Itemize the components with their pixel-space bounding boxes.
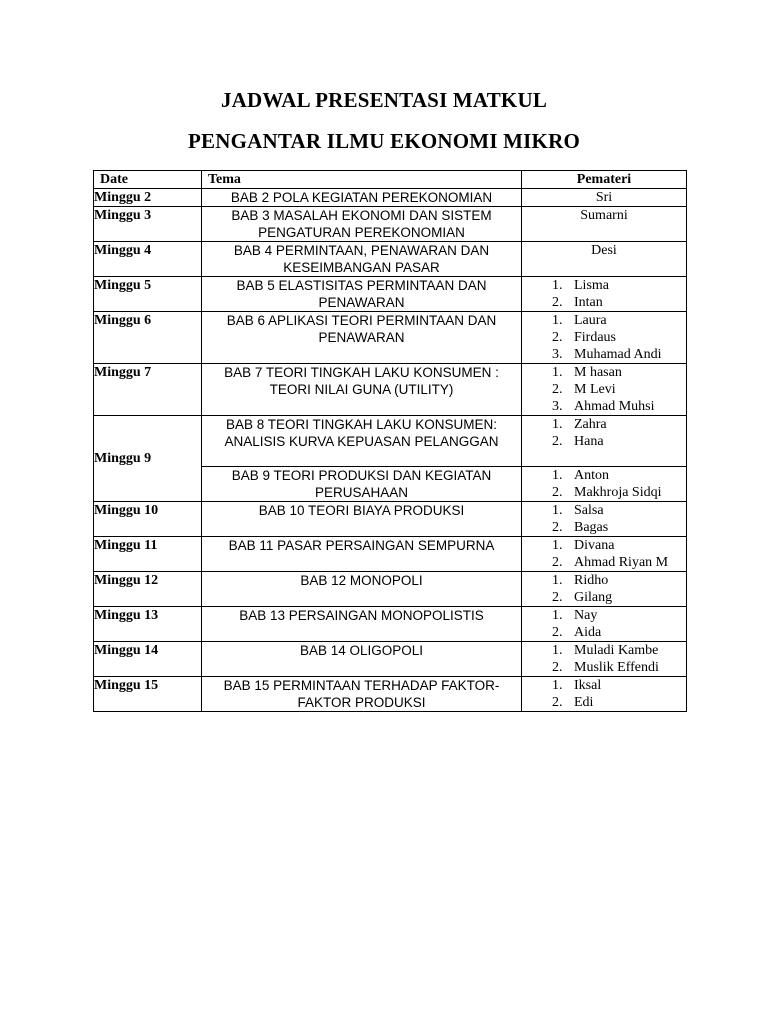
list-number: 1. <box>552 468 563 483</box>
pemateri-list <box>522 364 686 415</box>
pemateri-cell <box>522 607 687 642</box>
list-number: 2. <box>552 434 563 449</box>
list-item <box>522 694 686 711</box>
pemateri-name: Muladi Kambe <box>574 643 659 658</box>
tema-cell: BAB 10 TEORI BIAYA PRODUKSI <box>202 502 522 537</box>
pemateri-cell <box>522 572 687 607</box>
document-title: JADWAL PRESENTASI MATKUL <box>220 88 548 112</box>
pemateri-name: Sumarni <box>580 208 628 223</box>
tema-cell: BAB 7 TEORI TINGKAH LAKU KONSUMEN : TEORI NILAI GUNA (UTILITY) <box>202 364 522 416</box>
pemateri-list <box>522 572 686 606</box>
pemateri-list <box>522 312 686 363</box>
table-row <box>94 364 687 416</box>
table-row <box>94 607 687 642</box>
pemateri-list <box>522 642 686 676</box>
list-number: 1. <box>552 538 563 553</box>
list-number: 2. <box>552 485 563 500</box>
pemateri-list <box>522 537 686 571</box>
schedule-table <box>93 170 687 712</box>
pemateri-cell <box>522 502 687 537</box>
list-item <box>522 312 686 329</box>
list-number: 2. <box>552 590 563 605</box>
pemateri-name: Zahra <box>574 417 607 432</box>
list-number: 1. <box>552 313 563 328</box>
tema-cell: BAB 11 PASAR PERSAINGAN SEMPURNA <box>202 537 522 572</box>
pemateri-name: Divana <box>574 538 615 553</box>
table-body <box>94 189 687 712</box>
list-item <box>522 364 686 381</box>
table-row <box>94 502 687 537</box>
list-number: 1. <box>552 678 563 693</box>
list-number: 1. <box>552 503 563 518</box>
pemateri-name: Muslik Effendi <box>574 660 659 675</box>
pemateri-cell <box>522 677 687 712</box>
pemateri-list <box>522 467 686 501</box>
pemateri-name: Firdaus <box>574 330 616 345</box>
date-cell: Minggu 10 <box>94 502 202 537</box>
pemateri-name: Aida <box>574 625 602 640</box>
list-number: 2. <box>552 295 563 310</box>
pemateri-cell <box>522 467 687 502</box>
list-number: 1. <box>552 573 563 588</box>
list-item <box>522 642 686 659</box>
date-cell: Minggu 15 <box>94 677 202 712</box>
tema-cell: BAB 15 PERMINTAAN TERHADAP FAKTOR-FAKTOR PRODUKSI <box>202 677 522 712</box>
list-item <box>522 572 686 589</box>
tema-cell: BAB 4 PERMINTAAN, PENAWARAN DAN KESEIMBANGAN PASAR <box>202 242 522 277</box>
list-number: 3. <box>552 347 563 362</box>
list-number: 2. <box>552 625 563 640</box>
pemateri-list <box>522 677 686 711</box>
date-cell: Minggu 12 <box>94 572 202 607</box>
pemateri-name: Ridho <box>574 573 609 588</box>
list-number: 1. <box>552 365 563 380</box>
pemateri-name: Desi <box>591 243 617 258</box>
pemateri-cell <box>522 312 687 364</box>
list-number: 2. <box>552 695 563 710</box>
list-item <box>522 433 686 450</box>
tema-cell: BAB 12 MONOPOLI <box>202 572 522 607</box>
list-number: 1. <box>552 278 563 293</box>
pemateri-name: Hana <box>574 434 604 449</box>
list-item <box>522 484 686 501</box>
pemateri-cell <box>522 189 687 207</box>
header-tema: Tema <box>202 171 522 189</box>
pemateri-cell <box>522 537 687 572</box>
pemateri-name: Laura <box>574 313 607 328</box>
date-cell: Minggu 7 <box>94 364 202 416</box>
tema-cell: BAB 6 APLIKASI TEORI PERMINTAAN DAN PENAWARAN <box>202 312 522 364</box>
list-item <box>522 659 686 676</box>
tema-cell: BAB 14 OLIGOPOLI <box>202 642 522 677</box>
table-row <box>94 572 687 607</box>
tema-cell: BAB 13 PERSAINGAN MONOPOLISTIS <box>202 607 522 642</box>
table-row <box>94 189 687 207</box>
pemateri-name: Sri <box>595 190 613 205</box>
date-cell: Minggu 14 <box>94 642 202 677</box>
list-item <box>522 677 686 694</box>
pemateri-name: Edi <box>574 695 594 710</box>
date-cell: Minggu 2 <box>94 189 202 207</box>
table-row <box>94 312 687 364</box>
list-item <box>522 554 686 571</box>
header-date: Date <box>94 171 202 189</box>
pemateri-cell <box>522 277 687 312</box>
list-item <box>522 624 686 641</box>
list-number: 1. <box>552 417 563 432</box>
list-item <box>522 294 686 311</box>
date-cell: Minggu 6 <box>94 312 202 364</box>
pemateri-list <box>522 502 686 536</box>
table-header-row <box>94 171 687 189</box>
pemateri-list <box>522 607 686 641</box>
list-item <box>522 589 686 606</box>
pemateri-name: Iksal <box>574 678 602 693</box>
list-number: 2. <box>552 555 563 570</box>
pemateri-name: Lisma <box>574 278 609 293</box>
pemateri-name: Ahmad Riyan M <box>574 555 669 570</box>
list-number: 3. <box>552 399 563 414</box>
pemateri-name: Ahmad Muhsi <box>574 399 655 414</box>
list-number: 2. <box>552 520 563 535</box>
tema-cell: BAB 8 TEORI TINGKAH LAKU KONSUMEN: ANALISIS KURVA KEPUASAN PELANGGAN <box>202 416 522 467</box>
list-item <box>522 277 686 294</box>
document-subtitle: PENGANTAR ILMU EKONOMI MIKRO <box>188 129 580 153</box>
pemateri-name: Makhroja Sidqi <box>574 485 662 500</box>
list-item <box>522 537 686 554</box>
list-item <box>522 346 686 363</box>
table-row <box>94 537 687 572</box>
date-cell: Minggu 3 <box>94 207 202 242</box>
list-item <box>522 607 686 624</box>
pemateri-name: Nay <box>574 608 598 623</box>
pemateri-list <box>522 277 686 311</box>
list-number: 2. <box>552 382 563 397</box>
table-row <box>94 416 687 467</box>
date-cell: Minggu 11 <box>94 537 202 572</box>
pemateri-name: Intan <box>574 295 603 310</box>
table-row <box>94 207 687 242</box>
pemateri-cell <box>522 242 687 277</box>
list-number: 2. <box>552 660 563 675</box>
pemateri-list <box>522 416 686 450</box>
pemateri-name: Bagas <box>574 520 609 535</box>
pemateri-name: Anton <box>574 468 609 483</box>
date-cell: Minggu 9 <box>94 416 202 502</box>
pemateri-cell <box>522 416 687 467</box>
list-number: 1. <box>552 608 563 623</box>
list-item <box>522 416 686 433</box>
list-item <box>522 519 686 536</box>
list-number: 2. <box>552 330 563 345</box>
pemateri-cell <box>522 642 687 677</box>
pemateri-name: M Levi <box>574 382 616 397</box>
list-item <box>522 502 686 519</box>
date-cell: Minggu 4 <box>94 242 202 277</box>
table-row <box>94 277 687 312</box>
list-item <box>522 398 686 415</box>
tema-cell: BAB 2 POLA KEGIATAN PEREKONOMIAN <box>202 189 522 207</box>
date-cell: Minggu 13 <box>94 607 202 642</box>
table-row <box>94 677 687 712</box>
pemateri-name: Salsa <box>574 503 604 518</box>
pemateri-cell <box>522 364 687 416</box>
list-item <box>522 381 686 398</box>
list-item <box>522 329 686 346</box>
pemateri-name: Muhamad Andi <box>574 347 662 362</box>
pemateri-name: M hasan <box>574 365 622 380</box>
tema-cell: BAB 3 MASALAH EKONOMI DAN SISTEM PENGATURAN PEREKONOMIAN <box>202 207 522 242</box>
tema-cell: BAB 5 ELASTISITAS PERMINTAAN DAN PENAWARAN <box>202 277 522 312</box>
list-number: 1. <box>552 643 563 658</box>
table-row <box>94 242 687 277</box>
list-item <box>522 467 686 484</box>
pemateri-cell <box>522 207 687 242</box>
table-row <box>94 642 687 677</box>
pemateri-name: Gilang <box>574 590 613 605</box>
tema-cell: BAB 9 TEORI PRODUKSI DAN KEGIATAN PERUSAHAAN <box>202 467 522 502</box>
date-cell: Minggu 5 <box>94 277 202 312</box>
header-pemateri: Pemateri <box>522 171 687 189</box>
